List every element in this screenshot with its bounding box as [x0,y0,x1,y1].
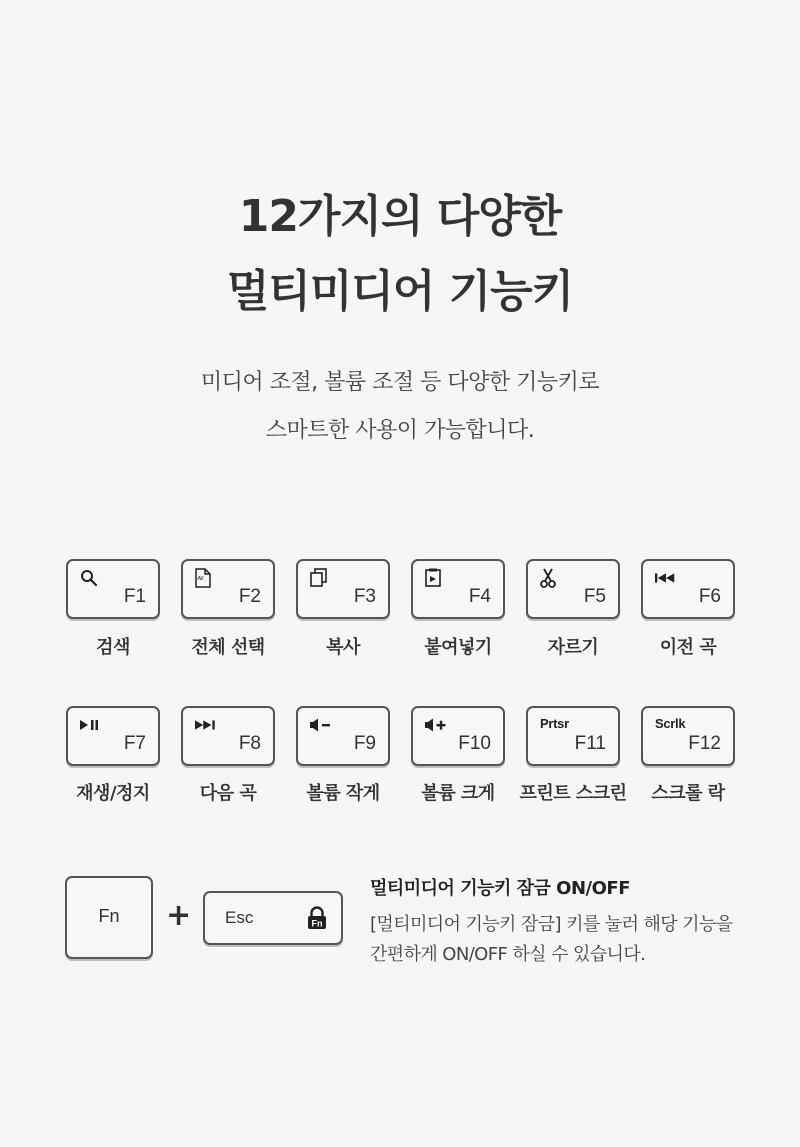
key-label: F7 [123,733,146,754]
fn-key-label: Fn [98,906,120,926]
copy-icon [310,569,332,587]
key-caption: 전체 선택 [191,637,265,658]
scissors-icon [540,569,562,587]
key-label: F5 [583,586,606,607]
key-f7 [66,706,160,766]
key-caption: 이전 곡 [659,637,717,658]
key-f1 [66,559,160,619]
key-f5 [526,559,620,619]
key-caption: 검색 [96,637,130,658]
fn-lock-description-line-1: [멀티미디어 기능키 잠금] 키를 눌러 해당 기능을 [370,914,733,935]
esc-key-label: Esc [225,908,254,927]
key-f8 [181,706,275,766]
key-caption: 프린트 스크린 [519,783,627,804]
key-caption: 볼륨 작게 [306,783,380,804]
next-track-icon [195,716,217,734]
page-subtitle-line-1: 미디어 조절, 볼륨 조절 등 다양한 기능키로 [200,370,600,395]
key-label: F9 [353,733,376,754]
key-caption: 붙여넣기 [424,637,492,658]
key-label: F1 [123,586,146,607]
scroll-lock-icon: Scrlk [655,716,686,731]
key-f6 [641,559,735,619]
key-label: F8 [238,733,261,754]
search-icon [80,569,102,587]
key-f12 [641,706,735,766]
key-f3 [296,559,390,619]
key-label: F2 [238,586,261,607]
key-f10 [411,706,505,766]
fn-lock-description-line-2: 간편하게 ON/OFF 하실 수 있습니다. [370,944,646,965]
svg-text:All: All [197,576,204,582]
key-f11 [526,706,620,766]
key-label: F12 [688,733,721,754]
key-caption: 자르기 [547,637,599,658]
key-label: F11 [574,733,606,754]
key-caption: 복사 [326,637,360,658]
key-label: F3 [353,586,376,607]
select-all-icon [195,569,217,587]
play-pause-icon [80,716,102,734]
volume-down-icon [310,716,332,734]
key-label: F6 [698,586,721,607]
key-f2 [181,559,275,619]
key-f4 [411,559,505,619]
previous-track-icon [655,569,677,587]
volume-up-icon [425,716,447,734]
key-f9 [296,706,390,766]
esc-key [203,891,343,945]
key-label: F4 [468,586,491,607]
page-title-line-2: 멀티미디어 기능키 [226,266,574,317]
fn-lock-icon [307,906,327,934]
key-caption: 스크롤 락 [651,783,725,804]
svg-text:Fn: Fn [311,918,323,929]
plus-sign: + [166,898,192,933]
page-subtitle-line-2: 스마트한 사용이 가능합니다. [265,418,535,443]
fn-lock-title: 멀티미디어 기능키 잠금 ON/OFF [370,878,631,899]
print-screen-icon: Prtsr [540,716,569,731]
page-title-line-1: 12가지의 다양한 [238,191,562,242]
fn-key [65,876,153,959]
key-caption: 다음 곡 [199,783,257,804]
key-caption: 볼륨 크게 [421,783,495,804]
paste-icon [425,569,447,587]
key-caption: 재생/정지 [76,783,150,804]
key-label: F10 [458,733,491,754]
